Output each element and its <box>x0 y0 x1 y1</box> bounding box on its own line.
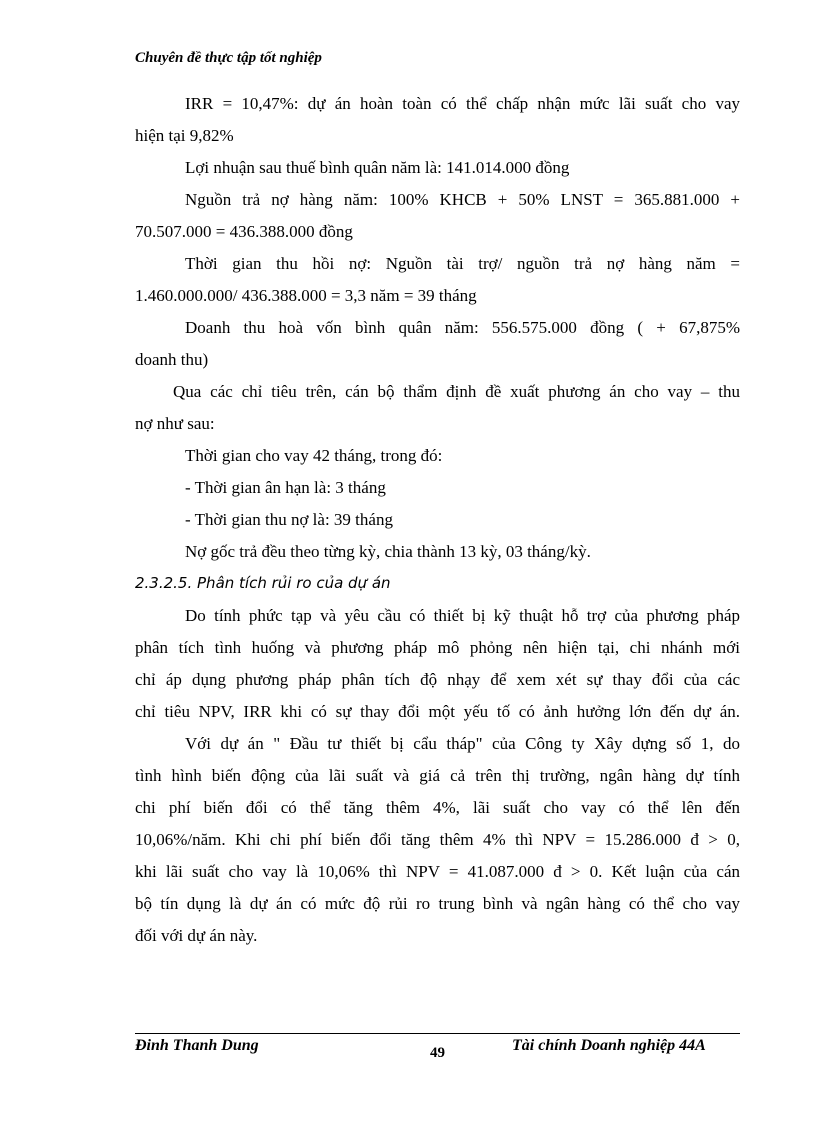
text-line: Thời gian cho vay 42 tháng, trong đó: <box>185 446 443 465</box>
text-line: - Thời gian thu nợ là: 39 tháng <box>185 510 393 529</box>
text-line: Doanh thu hoà vốn bình quân năm: 556.575.000 đồng ( + 67,875% <box>185 318 740 337</box>
page-header: Chuyên đề thực tập tốt nghiệp <box>135 50 322 66</box>
footer-divider <box>135 1033 740 1034</box>
footer-author: Đinh Thanh Dung <box>135 1037 259 1054</box>
text-line: khi lãi suất cho vay là 10,06% thì NPV = 41.087.000 đ > 0. Kết luận của cán <box>135 862 740 881</box>
footer-course: Tài chính Doanh nghiệp 44A <box>512 1037 706 1054</box>
text-line: Nguồn trả nợ hàng năm: 100% KHCB + 50% LNST = 365.881.000 + <box>185 190 740 209</box>
text-line: bộ tín dụng là dự án có mức độ rủi ro trung bình và ngân hàng có thể cho vay <box>135 894 740 913</box>
text-line: nợ như sau: <box>135 414 215 433</box>
text-line: Qua các chỉ tiêu trên, cán bộ thẩm định đề xuất phương án cho vay – thu <box>173 382 740 401</box>
text-line: chỉ tiêu NPV, IRR khi có sự thay đổi một yếu tố có ảnh hưởng lớn đến dự án. <box>135 702 740 721</box>
text-line: phân tích tình huống và phương pháp mô phỏng nên hiện tại, chi nhánh mới <box>135 638 740 657</box>
text-line: 10,06%/năm. Khi chi phí biến đổi tăng thêm 4% thì NPV = 15.286.000 đ > 0, <box>135 830 740 849</box>
text-line: 1.460.000.000/ 436.388.000 = 3,3 năm = 39 tháng <box>135 286 477 305</box>
text-line: Thời gian thu hồi nợ: Nguồn tài trợ/ nguồn trả nợ hàng năm = <box>185 254 740 273</box>
text-line: - Thời gian ân hạn là: 3 tháng <box>185 478 386 497</box>
text-line: đối với dự án này. <box>135 926 258 945</box>
text-line: hiện tại 9,82% <box>135 126 234 145</box>
text-line: 70.507.000 = 436.388.000 đồng <box>135 222 353 241</box>
page-number: 49 <box>430 1045 445 1061</box>
text-line: Lợi nhuận sau thuế bình quân năm là: 141.014.000 đồng <box>185 158 570 177</box>
text-line: chi phí biến đổi có thể tăng thêm 4%, lãi suất cho vay có thể lên đến <box>135 798 740 817</box>
text-line: doanh thu) <box>135 350 209 369</box>
text-line: chỉ áp dụng phương pháp phân tích độ nhạy để xem xét sự thay đổi của các <box>135 670 740 689</box>
text-line: tình hình biến động của lãi suất và giá cả trên thị trường, ngân hàng dự tính <box>135 766 740 785</box>
text-line: Với dự án " Đầu tư thiết bị cẩu tháp" của Công ty Xây dựng số 1, do <box>185 734 740 753</box>
body-text <box>135 88 740 952</box>
text-line: IRR = 10,47%: dự án hoàn toàn có thể chấp nhận mức lãi suất cho vay <box>185 94 740 113</box>
section-heading: 2.3.2.5. Phân tích rủi ro của dự án <box>135 574 391 592</box>
text-line: Nợ gốc trả đều theo từng kỳ, chia thành 13 kỳ, 03 tháng/kỳ. <box>185 542 591 561</box>
text-line: Do tính phức tạp và yêu cầu có thiết bị kỹ thuật hỗ trợ của phương pháp <box>185 606 740 625</box>
